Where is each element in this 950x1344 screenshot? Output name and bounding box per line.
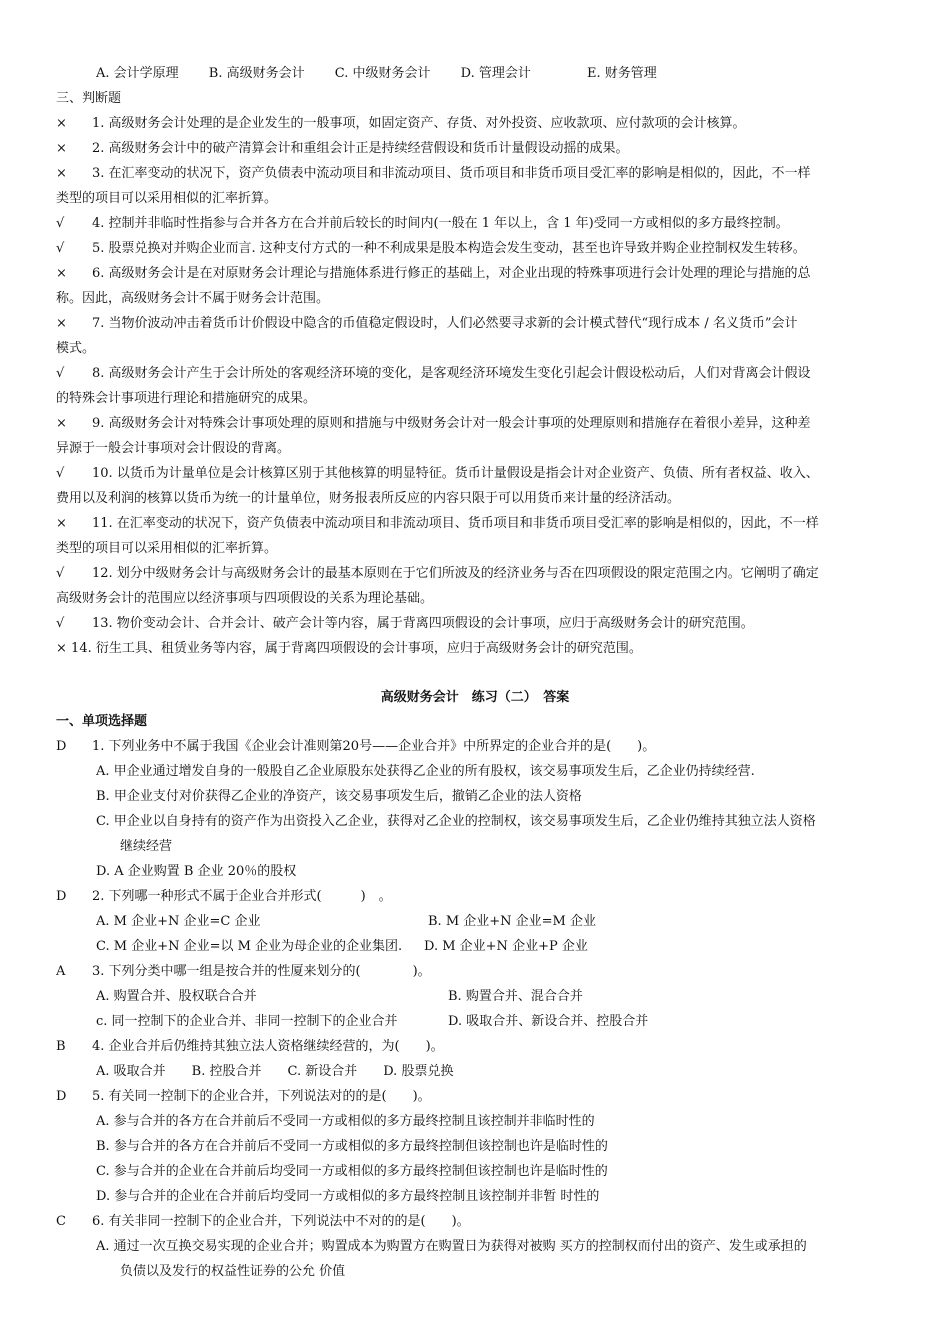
q2-options-cd [96,935,898,959]
judge-item-5 [56,237,898,261]
judge-text: 9. 高级财务会计对特殊会计事项处理的原则和措施与中级财务会计对一般会计事项的处理原则和措施存在着很小差异，这种差 [92,416,811,431]
judge-text: 6. 高级财务会计是在对原财务会计理论与措施体系进行修正的基础上，对企业出现的特殊事项进行会计处理的理论与措施的总 [92,266,811,281]
judge-text: 7. 当物价波动冲击着货币计价假设中隐含的币值稳定假设时，人们必然要寻求新的会计模式替代“现行成本 / 名义货币”会计 [92,316,798,331]
judge-mark: √ [56,241,65,256]
top-option-d: D. 管理会计 [460,66,531,81]
q1-option-b: B. 甲企业支付对价获得乙企业的净资产，该交易事项发生后，撤销乙企业的法人资格 [96,789,582,804]
top-options-row [96,62,898,86]
question-text: 6. 有关非同一控制下的企业合并，下列说法中不对的的是( )。 [92,1214,470,1229]
answer-letter: D [56,739,67,754]
q3-options-ab [96,985,898,1009]
q3-option-c: c. 同一控制下的企业合并、非同一控制下的企业合并 [96,1014,398,1029]
judge-item-10-cont: 费用以及利润的核算以货币为统一的计量单位，财务报表所反应的内容只限于可以用货币来计量的经济活动。 [56,491,681,506]
judge-text: 13. 物价变动会计、合并会计、破产会计等内容，属于背离四项假设的会计事项，应归于高级财务会计的研究范围。 [92,616,754,631]
top-option-a: A. 会计学原理 [96,66,179,81]
q5-option-c: C. 参与合并的企业在合并前后均受同一方或相似的多方最终控制但该控制也许是临时性的 [96,1164,608,1179]
judge-item-12-cont: 高级财务会计的范围应以经济事项与四项假设的关系为理论基础。 [56,591,434,606]
judge-text: 2. 高级财务会计中的破产清算会计和重组会计正是持续经营假设和货币计量假设动摇的成果。 [92,141,629,156]
q3-options-cd [96,1010,898,1034]
judge-mark: × [56,116,67,131]
judge-item-13 [56,612,898,636]
judge-item-8-cont: 的特殊会计事项进行理论和措施研究的成果。 [56,391,317,406]
judge-text: 11. 在汇率变动的状况下，资产负债表中流动项目和非流动项目、货币项目和非货币项目受汇率的影响是相似的，因此，不一样 [92,516,819,531]
q3-option-a: A. 购置合并、股权联合合并 [96,989,257,1004]
q1-option-a: A. 甲企业通过增发自身的一般股自乙企业原股东处获得乙企业的所有股权，该交易事项发生后，乙企业仍持续经营. [96,764,755,779]
judge-item-12 [56,562,898,586]
question-text: 3. 下列分类中哪一组是按合并的性厦来划分的( )。 [92,964,431,979]
q6-option-a-cont: 负债以及发行的权益性证券的公允 价值 [120,1264,346,1279]
q6-option-a: A. 通过一次互换交易实现的企业合并；购置成本为购置方在购置日为获得对被购 买方的控制权而付出的资产、发生或承担的 [96,1239,807,1254]
judge-mark: × [56,166,67,181]
judge-mark: × [56,641,67,656]
judge-mark: × [56,416,67,431]
judge-mark: × [56,266,67,281]
judge-item-7-cont: 模式。 [56,341,96,356]
answer-letter: C [56,1214,66,1229]
judge-item-2 [56,137,898,161]
question-6 [56,1210,898,1234]
judge-mark: √ [56,216,65,231]
judge-item-10 [56,462,898,486]
judge-item-6-cont: 称。因此，高级财务会计不属于财务会计范围。 [56,291,330,306]
q5-option-d: D. 参与合并的企业在合并前后均受同一方或相似的多方最终控制且该控制并非暂 时性的 [96,1189,600,1204]
judge-text: 4. 控制并非临时性指参与合并各方在合并前后较长的时间内(一般在 1 年以上，含 1 年)受同一方或相似的多方最终控制。 [92,216,789,231]
judge-text: 1. 高级财务会计处理的是企业发生的一般事项，如固定资产、存货、对外投资、应收款项、应付款项的会计核算。 [92,116,746,131]
question-5 [56,1085,898,1109]
judge-item-8 [56,362,898,386]
judge-item-4 [56,212,898,236]
q2-options-ab [96,910,898,934]
answer-letter: D [56,1089,67,1104]
q1-option-c: C. 甲企业以自身持有的资产作为出资投入乙企业，获得对乙企业的控制权，该交易事项发生后，乙企业仍维持其独立法人资格 [96,814,816,829]
q5-option-a: A. 参与合并的各方在合并前后不受同一方或相似的多方最终控制且该控制并非临时性的 [96,1114,595,1129]
question-text: 4. 企业合并后仍维持其独立法人资格继续经营的，为( )。 [92,1039,444,1054]
judge-item-11-cont: 类型的项目可以采用相似的汇率折算。 [56,541,278,556]
q2-option-d: D. M 企业+N 企业+P 企业 [424,939,588,954]
answer-letter: D [56,889,67,904]
answer-letter: B [56,1039,66,1054]
judge-item-9-cont: 异源于一般会计事项对会计假设的背离。 [56,441,291,456]
judge-mark: √ [56,616,65,631]
judge-item-14 [56,637,898,661]
judge-mark: × [56,516,67,531]
judge-mark: √ [56,366,65,381]
judge-item-9 [56,412,898,436]
q1-option-d: D. A 企业购置 B 企业 20％的股权 [96,864,297,879]
q5-option-b: B. 参与合并的各方在合并前后不受同一方或相似的多方最终控制但该控制也许是临时性的 [96,1139,608,1154]
exercise-title: 高级财务会计 练习（二） 答案 [380,690,570,705]
judge-text: 12. 划分中级财务会计与高级财务会计的最基本原则在于它们所波及的经济业务与否在四项假设的限定范围之内。它阐明了确定 [92,566,819,581]
answer-letter: A [56,964,66,979]
judge-item-11 [56,512,898,536]
judge-item-3 [56,162,898,186]
top-option-e: E. 财务管理 [587,66,657,81]
section-heading: 一、单项选择题 [56,714,148,729]
q3-option-d: D. 吸取合并、新设合并、控股合并 [448,1014,649,1029]
question-text: 5. 有关同一控制下的企业合并，下列说法对的的是( )。 [92,1089,431,1104]
judge-text: 5. 股票兑换对并购企业而言. 这种支付方式的一种不利成果是股本构造会发生变动，甚至也许导致并购企业控制权发生转移。 [92,241,806,256]
question-text: 2. 下列哪一种形式不属于企业合并形式( ) 。 [92,889,392,904]
judge-mark: √ [56,566,65,581]
top-option-b: B. 高级财务会计 [208,66,305,81]
judge-mark: × [56,316,67,331]
q4-options: A. 吸取合并 B. 控股合并 C. 新设合并 D. 股票兑换 [96,1064,454,1079]
judge-mark: × [56,141,67,156]
q2-option-c: C. M 企业+N 企业=以 M 企业为母企业的企业集团. [96,939,403,954]
judge-item-6 [56,262,898,286]
question-3 [56,960,898,984]
judge-item-1 [56,112,898,136]
q2-option-a: A. M 企业+N 企业=C 企业 [96,914,261,929]
judge-heading: 三、判断题 [56,91,122,106]
question-1 [56,735,898,759]
judge-text: 8. 高级财务会计产生于会计所处的客观经济环境的变化，是客观经济环境发生变化引起会计假设松动后，人们对背离会计假设 [92,366,811,381]
judge-mark: √ [56,466,65,481]
question-2 [56,885,898,909]
judge-item-3-cont: 类型的项目可以采用相似的汇率折算。 [56,191,278,206]
judge-text: 10. 以货币为计量单位是会计核算区别于其他核算的明显特征。货币计量假设是指会计对企业资产、负债、所有者权益、收入、 [92,466,819,481]
top-option-c: C. 中级财务会计 [334,66,431,81]
question-text: 1. 下列业务中不属于我国《企业会计准则第20号——企业合并》中所界定的企业合并的是( )。 [92,739,656,754]
question-4 [56,1035,898,1059]
judge-text: 14. 衍生工具、租赁业务等内容，属于背离四项假设的会计事项，应归于高级财务会计的研究范围。 [71,641,642,656]
judge-text: 3. 在汇率变动的状况下，资产负债表中流动项目和非流动项目、货币项目和非货币项目受汇率的影响是相似的，因此，不一样 [92,166,811,181]
q1-option-c-cont: 继续经营 [120,839,173,854]
q2-option-b: B. M 企业+N 企业=M 企业 [428,914,596,929]
judge-item-7 [56,312,898,336]
q3-option-b: B. 购置合并、混合合并 [448,989,583,1004]
